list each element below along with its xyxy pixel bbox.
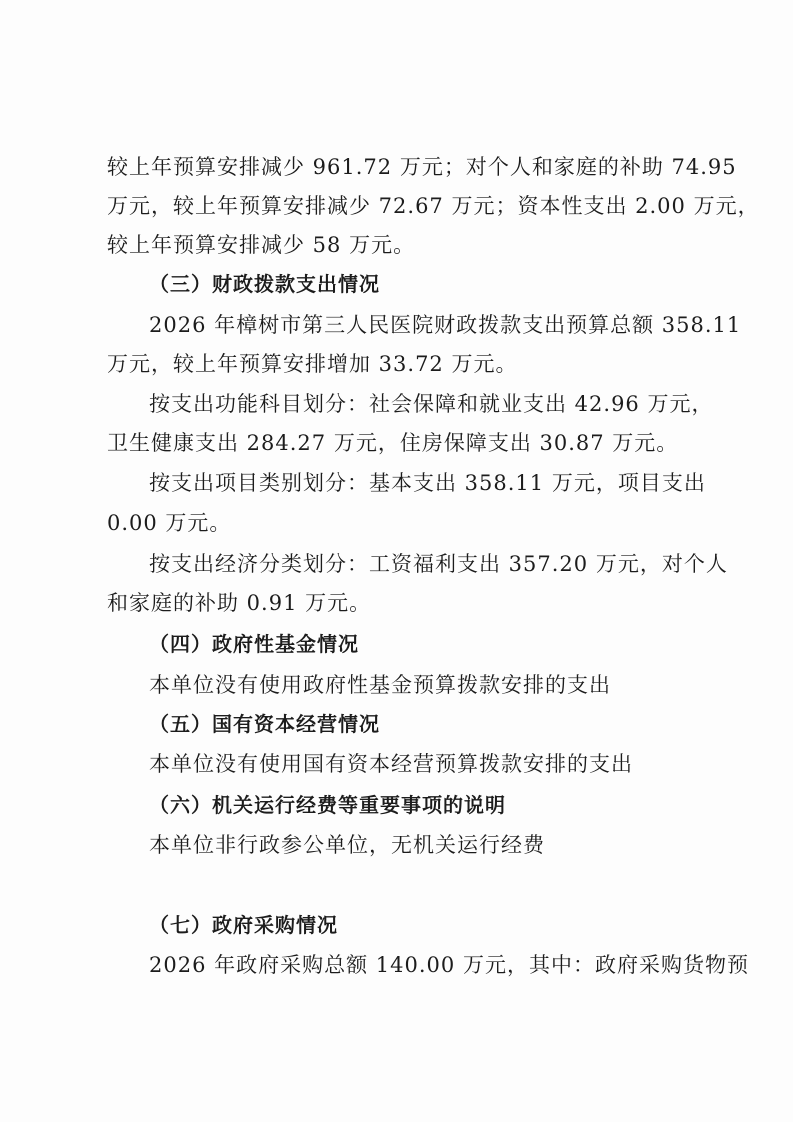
- paragraph-line: 本单位没有使用国有资本经营预算拨款安排的支出: [149, 752, 633, 776]
- paragraph-line: 2026 年樟树市第三人民医院财政拨款支出预算总额 358.11: [149, 313, 742, 337]
- paragraph-line: 卫生健康支出 284.27 万元，住房保障支出 30.87 万元。: [107, 431, 679, 455]
- paragraph-line: 按支出经济分类划分：工资福利支出 357.20 万元，对个人: [149, 552, 728, 576]
- section-heading-4: （四）政府性基金情况: [149, 632, 359, 656]
- paragraph-line: 和家庭的补助 0.91 万元。: [107, 591, 372, 615]
- paragraph-line: 按支出项目类别划分：基本支出 358.11 万元，项目支出: [149, 471, 706, 495]
- section-heading-3: （三）财政拨款支出情况: [149, 272, 380, 296]
- paragraph-line: 2026 年政府采购总额 140.00 万元，其中：政府采购货物预: [149, 953, 749, 977]
- paragraph-line: 较上年预算安排减少 961.72 万元；对个人和家庭的补助 74.95: [107, 155, 737, 179]
- paragraph-line: 0.00 万元。: [107, 511, 232, 535]
- paragraph-line: 本单位非行政参公单位，无机关运行经费: [149, 833, 545, 857]
- paragraph-line: 较上年预算安排减少 58 万元。: [107, 233, 416, 257]
- paragraph-line: 万元，较上年预算安排减少 72.67 万元；资本性支出 2.00 万元，: [107, 194, 760, 218]
- section-heading-7: （七）政府采购情况: [149, 913, 338, 937]
- section-heading-6: （六）机关运行经费等重要事项的说明: [149, 793, 506, 817]
- paragraph-line: 本单位没有使用政府性基金预算拨款安排的支出: [149, 673, 611, 697]
- paragraph-line: 万元，较上年预算安排增加 33.72 万元。: [107, 352, 518, 376]
- section-heading-5: （五）国有资本经营情况: [149, 712, 380, 736]
- paragraph-line: 按支出功能科目划分：社会保障和就业支出 42.96 万元，: [149, 392, 714, 416]
